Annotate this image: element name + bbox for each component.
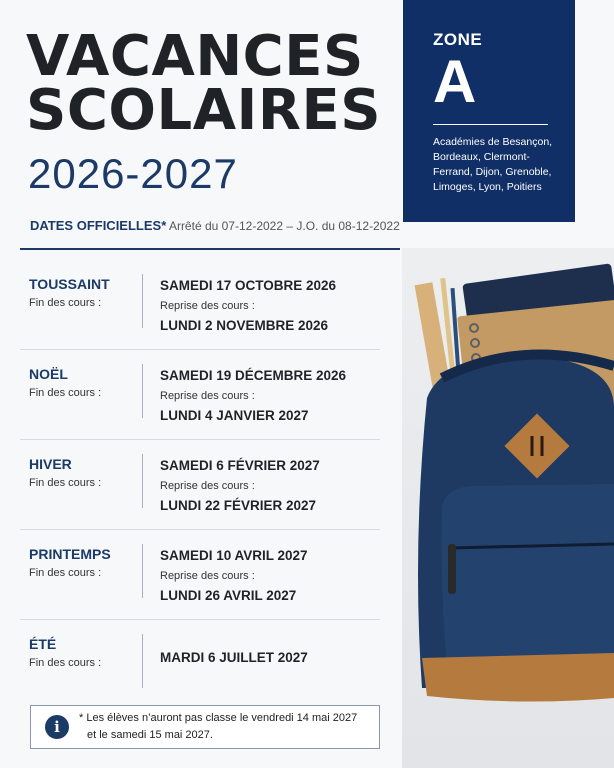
zipper-pull-shape bbox=[448, 544, 456, 594]
footnote-line-2: et le samedi 15 mai 2027. bbox=[87, 729, 213, 741]
period-toussaint bbox=[20, 260, 380, 350]
official-dates-reference: Arrêté du 07-12-2022 – J.O. du 08-12-2022 bbox=[168, 219, 400, 233]
period-name: HIVER bbox=[29, 456, 72, 472]
info-icon: i bbox=[45, 715, 69, 739]
zone-box bbox=[403, 0, 575, 222]
zone-letter: A bbox=[433, 48, 477, 115]
period-noel bbox=[20, 350, 380, 440]
main-title bbox=[26, 24, 382, 143]
period-end-label: Fin des cours : bbox=[29, 297, 102, 309]
period-name: PRINTEMPS bbox=[29, 546, 111, 562]
period-printemps bbox=[20, 530, 380, 620]
period-separator bbox=[142, 364, 143, 418]
title-line-1: VACANCES bbox=[26, 24, 364, 89]
title-line-2: SCOLAIRES bbox=[26, 78, 382, 143]
footnote-box bbox=[30, 705, 380, 749]
zone-academies: Académies de Besançon, Bordeaux, Clermont-Ferrand, Dijon, Grenoble, Limoges, Lyon, Poitiers bbox=[433, 136, 553, 193]
period-name: NOËL bbox=[29, 366, 68, 382]
periods-list bbox=[20, 260, 380, 710]
period-separator bbox=[142, 544, 143, 598]
zone-divider bbox=[433, 124, 548, 125]
front-pocket-shape bbox=[442, 484, 614, 668]
period-end-label: Fin des cours : bbox=[29, 657, 102, 669]
period-end-date: SAMEDI 6 FÉVRIER 2027 bbox=[160, 458, 320, 473]
period-separator bbox=[142, 274, 143, 328]
school-year: 2026-2027 bbox=[28, 150, 238, 197]
period-resume-label: Reprise des cours : bbox=[160, 390, 255, 402]
period-resume-date: LUNDI 2 NOVEMBRE 2026 bbox=[160, 318, 329, 333]
period-resume-date: LUNDI 4 JANVIER 2027 bbox=[160, 408, 309, 423]
period-end-date: SAMEDI 10 AVRIL 2027 bbox=[160, 548, 308, 563]
period-resume-label: Reprise des cours : bbox=[160, 480, 255, 492]
period-name: ÉTÉ bbox=[29, 636, 57, 652]
period-end-label: Fin des cours : bbox=[29, 567, 102, 579]
backpack-illustration bbox=[402, 248, 614, 768]
period-end-date: SAMEDI 19 DÉCEMBRE 2026 bbox=[160, 368, 347, 383]
official-dates-line bbox=[30, 218, 400, 233]
divider bbox=[20, 248, 400, 250]
period-end-label: Fin des cours : bbox=[29, 477, 102, 489]
zone-label: ZONE bbox=[433, 30, 483, 49]
footnote-text bbox=[79, 710, 357, 744]
footnote-line-1: * Les élèves n’auront pas classe le vendredi 14 mai 2027 bbox=[79, 712, 358, 724]
period-resume-date: LUNDI 22 FÉVRIER 2027 bbox=[160, 498, 317, 513]
period-end-date: MARDI 6 JUILLET 2027 bbox=[160, 650, 308, 665]
period-resume-label: Reprise des cours : bbox=[160, 300, 255, 312]
period-name: TOUSSAINT bbox=[29, 276, 110, 292]
period-ete bbox=[20, 620, 380, 710]
period-separator bbox=[142, 454, 143, 508]
leather-base-shape bbox=[422, 653, 614, 702]
period-end-label: Fin des cours : bbox=[29, 387, 102, 399]
backpack-photo bbox=[402, 248, 614, 768]
official-dates-label: DATES OFFICIELLES* bbox=[30, 218, 167, 233]
period-end-date: SAMEDI 17 OCTOBRE 2026 bbox=[160, 278, 337, 293]
period-separator bbox=[142, 634, 143, 688]
period-resume-date: LUNDI 26 AVRIL 2027 bbox=[160, 588, 297, 603]
period-resume-label: Reprise des cours : bbox=[160, 570, 255, 582]
period-hiver bbox=[20, 440, 380, 530]
